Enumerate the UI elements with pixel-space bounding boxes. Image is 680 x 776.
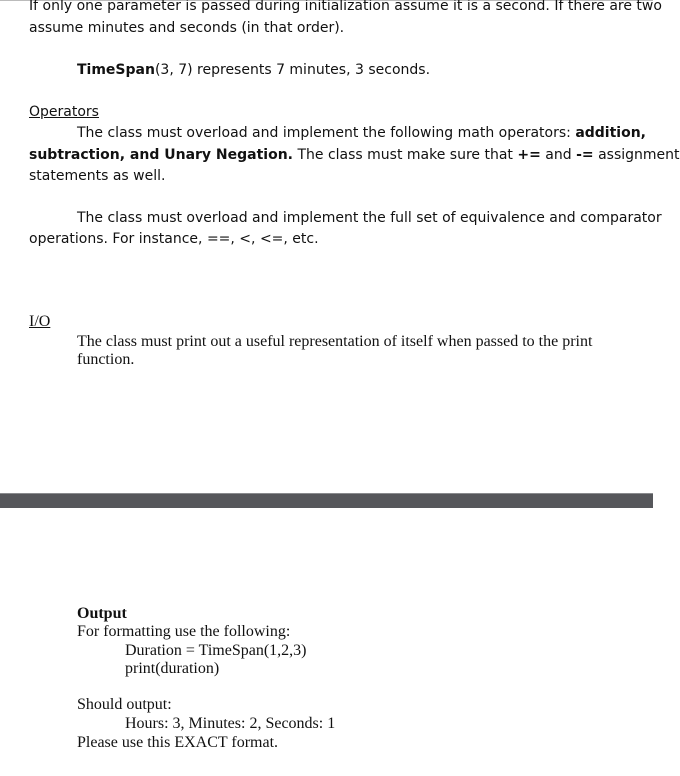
- timespan-example: [77, 62, 430, 78]
- page-separator: [0, 493, 653, 508]
- operators-text: The class must overload and implement the following math operators:: [77, 125, 576, 141]
- timespan-example-rest: (3, 7) represents 7 minutes, 3 seconds.: [154, 62, 431, 78]
- init-text-line1: If only one parameter is passed during initialization assume it is a second. If there are two: [29, 0, 662, 14]
- output-heading: Output: [77, 605, 127, 622]
- io-text-line1: The class must print out a useful representation of itself when passed to the print: [77, 333, 593, 350]
- operators-addition: addition,: [575, 125, 646, 141]
- exact-format-note: Please use this EXACT format.: [77, 734, 279, 751]
- io-heading: I/O: [29, 313, 51, 330]
- operators-para1-line1: [77, 125, 646, 141]
- operators-text: assignment: [593, 147, 680, 163]
- timespan-example-name: TimeSpan: [77, 62, 155, 78]
- operators-subtraction-negation: subtraction, and Unary Negation.: [29, 147, 294, 163]
- code-line-print: print(duration): [125, 660, 220, 677]
- output-example: Hours: 3, Minutes: 2, Seconds: 1: [125, 715, 336, 732]
- operators-text: The class must make sure that: [293, 147, 518, 163]
- io-text-line2: function.: [77, 351, 135, 368]
- operators-para2-line2: operations. For instance, ==, <, <=, etc.: [29, 231, 319, 247]
- should-output-label: Should output:: [77, 696, 172, 713]
- operator-minus-assign: -=: [576, 147, 594, 163]
- operators-para1-line3: statements as well.: [29, 168, 166, 184]
- operators-text: and: [540, 147, 577, 163]
- operators-para1-line2: [29, 147, 680, 163]
- init-text-line2: assume minutes and seconds (in that order).: [29, 20, 345, 36]
- code-line-duration: Duration = TimeSpan(1,2,3): [125, 642, 307, 659]
- operators-heading: Operators: [29, 104, 99, 120]
- operator-plus-assign: +=: [517, 147, 541, 163]
- operators-para2-line1: The class must overload and implement the full set of equivalence and comparator: [77, 210, 662, 226]
- format-intro: For formatting use the following:: [77, 623, 291, 640]
